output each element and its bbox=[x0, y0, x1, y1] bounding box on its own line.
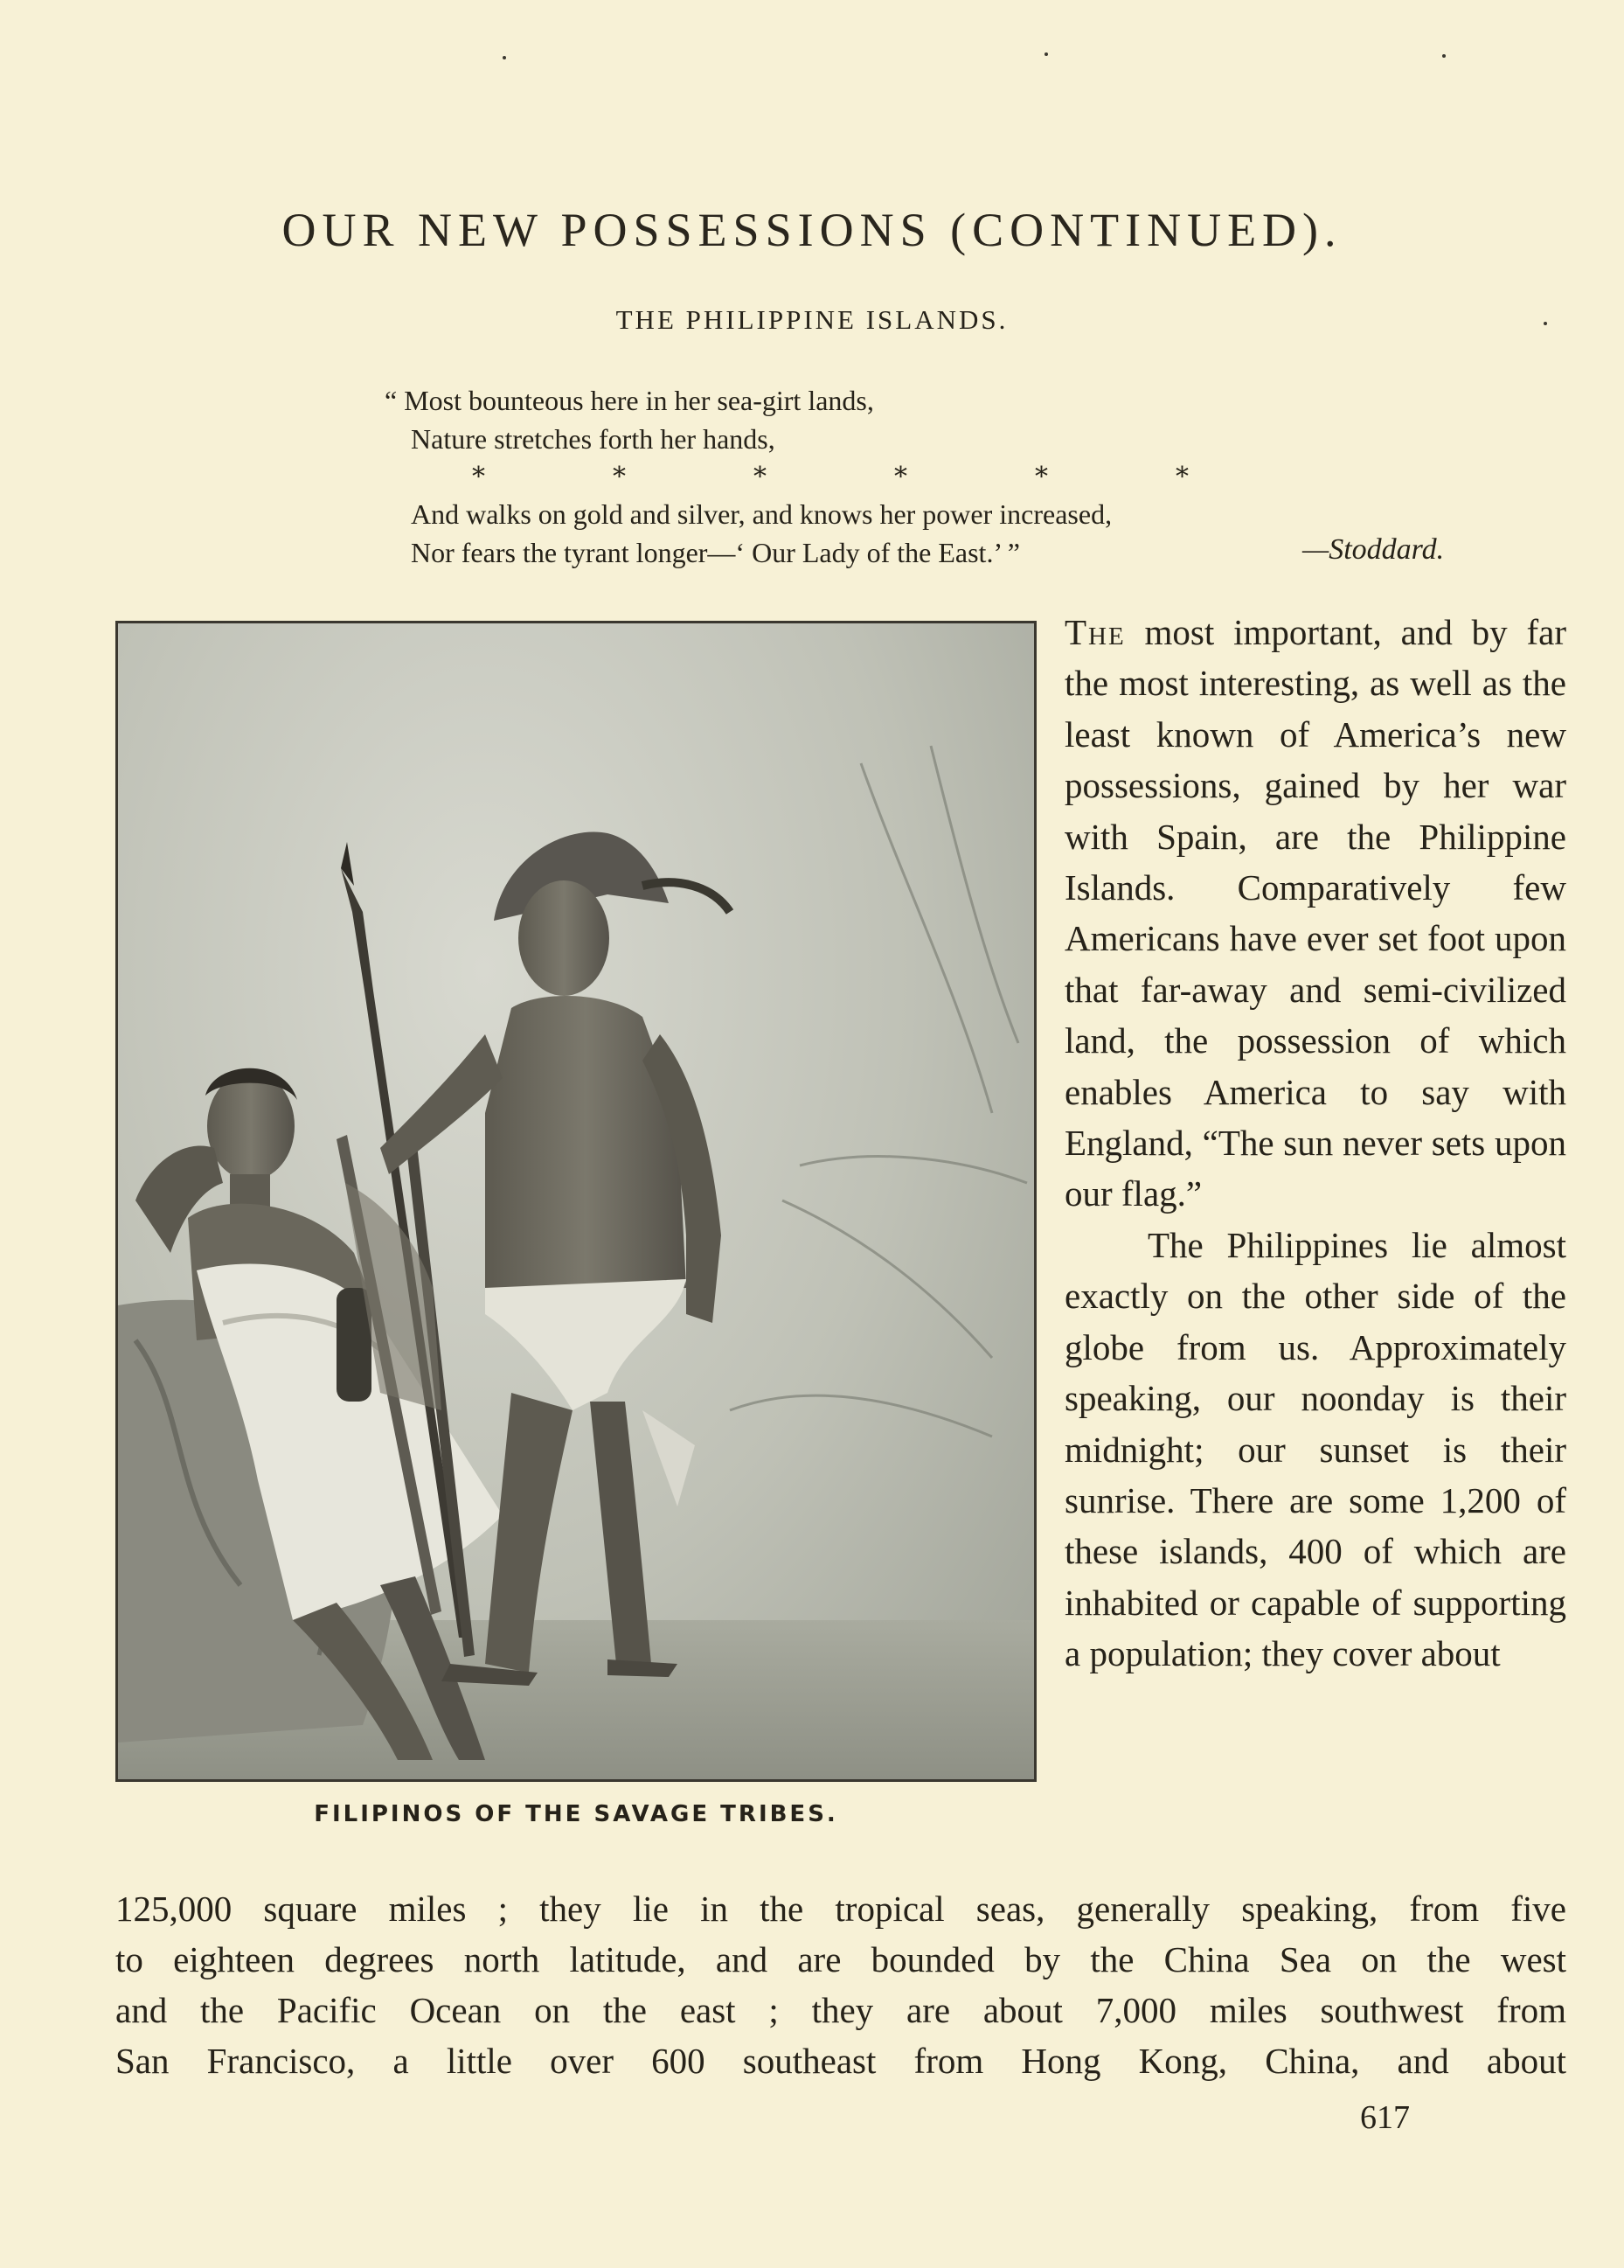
epigraph-line: Nature stretches forth her hands, bbox=[411, 423, 775, 455]
print-speck bbox=[1442, 54, 1446, 58]
star: * bbox=[472, 462, 485, 492]
epigraph-stars bbox=[472, 462, 1189, 492]
photograph bbox=[115, 621, 1037, 1782]
body-line: to eighteen degrees north latitude, and are bounded by the China Sea on the west bbox=[115, 1939, 1566, 1979]
star: * bbox=[1176, 462, 1189, 492]
body-line: and the Pacific Ocean on the east ; they are about 7,000 miles southwest from bbox=[115, 1990, 1566, 2030]
chapter-title: OUR NEW POSSESSIONS (CONTINUED). bbox=[281, 204, 1343, 256]
paragraph-1-text: most important, and by far the most interesting, as well as the least known of America’s new possessions, gained by her war with Spain, are the Philippine Islands. Comparatively few Americans have ever set foot upon that far-away and semi-civilized land, the possession of which enables America to say with England, “The sun never sets upon our flag.” bbox=[1065, 612, 1566, 1214]
epigraph-line: And walks on gold and silver, and knows her power increased, bbox=[411, 498, 1113, 530]
epigraph-line: “ Most bounteous here in her sea-girt lands, bbox=[385, 385, 874, 416]
section-title: THE PHILIPPINE ISLANDS. bbox=[615, 304, 1009, 335]
figure-caption: FILIPINOS OF THE SAVAGE TRIBES. bbox=[314, 1801, 838, 1827]
body-line: 125,000 square miles ; they lie in the tropical seas, generally speaking, from five bbox=[115, 1889, 1566, 1929]
photograph-illustration bbox=[118, 623, 1034, 1779]
paragraph-1 bbox=[1065, 607, 1566, 1220]
body-text-column bbox=[1065, 607, 1566, 1680]
star: * bbox=[753, 462, 767, 492]
body-line: San Francisco, a little over 600 southeast from Hong Kong, China, and about bbox=[115, 2041, 1566, 2081]
star: * bbox=[1035, 462, 1048, 492]
print-speck bbox=[1044, 52, 1048, 56]
star: * bbox=[894, 462, 907, 492]
print-speck bbox=[503, 56, 506, 59]
backdrop-foliage bbox=[730, 746, 1027, 1437]
paragraph-lead-word: The bbox=[1065, 612, 1126, 652]
star: * bbox=[613, 462, 626, 492]
page-number: 617 bbox=[1360, 2099, 1410, 2136]
epigraph-attribution: —Stoddard. bbox=[1302, 533, 1445, 566]
paragraph-2: The Philippines lie almost exactly on the other side of the globe from us. Approximately speaking, our noonday is their midnight; our sunset is their sunrise. There are some 1,200 of these islands, 400 of which are inhabited or capable of supporting a population; they cover about bbox=[1065, 1224, 1566, 1674]
epigraph-line: Nor fears the tyrant longer—‘ Our Lady of the East.’ ” bbox=[411, 537, 1020, 568]
